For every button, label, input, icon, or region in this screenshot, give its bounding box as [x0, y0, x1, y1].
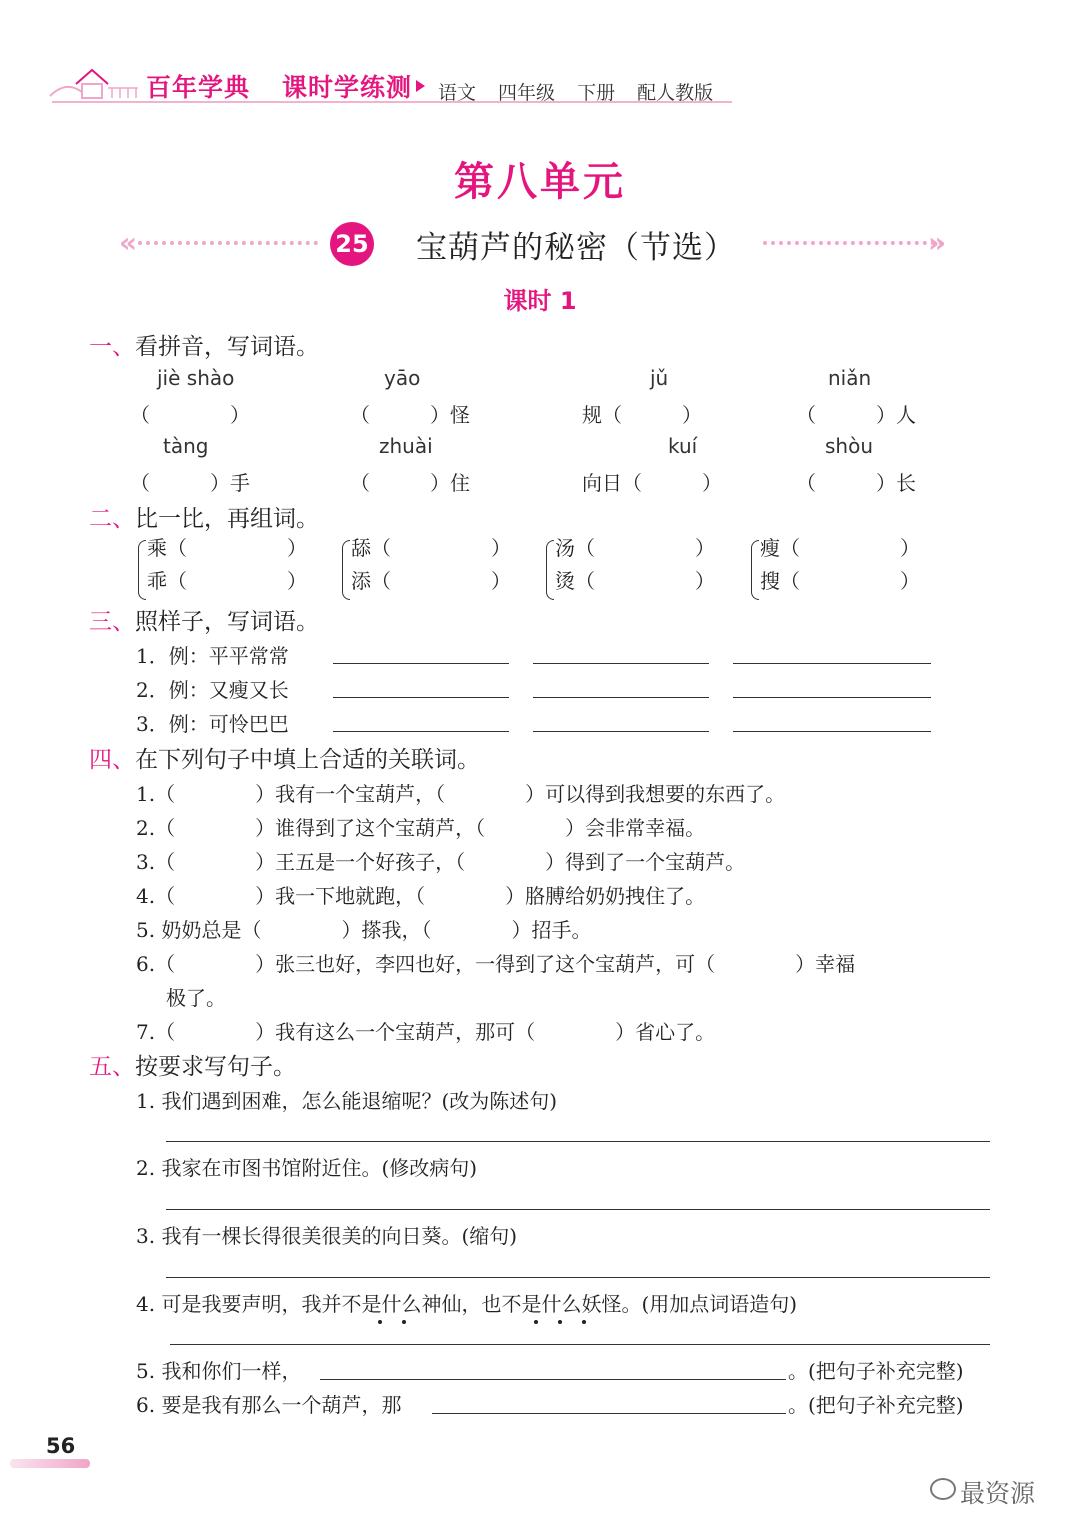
pinyin-tang: tàng	[163, 434, 209, 458]
blank-tang-shou[interactable]: （ ）手	[130, 471, 250, 495]
fill-sentence[interactable]: 1.（ ）我有一个宝葫芦，（ ）可以得到我想要的东西了。	[136, 782, 786, 806]
section-1-number: 一、	[89, 334, 135, 360]
wechat-icon	[930, 1478, 956, 1500]
fill-sentence[interactable]: 7.（ ）我有这么一个宝葫芦，那可（ ）省心了。	[136, 1020, 716, 1044]
answer-line[interactable]	[320, 1379, 786, 1380]
lesson-number-badge: 25	[330, 222, 374, 266]
page-number-bar	[10, 1459, 90, 1468]
answer-line[interactable]	[733, 731, 931, 732]
fill-sentence-cont: 极了。	[166, 986, 226, 1010]
section-5-number: 五、	[89, 1054, 135, 1080]
fill-sentence[interactable]: 6.（ ）张三也好，李四也好，一得到了这个宝葫芦，可（ ）幸福	[136, 952, 856, 976]
section-4-heading	[89, 741, 480, 774]
blank-jieshao[interactable]: （ ）	[130, 403, 250, 427]
compare-item[interactable]: 舔（ ）	[351, 536, 511, 560]
fill-sentence[interactable]: 4.（ ）我一下地就跑，（ ）胳膊给奶奶拽住了。	[136, 884, 706, 908]
section-2-number: 二、	[89, 506, 135, 532]
brace-icon	[138, 540, 146, 600]
house-logo-icon	[46, 62, 142, 104]
section-4-title: 在下列句子中填上合适的关联词。	[135, 747, 480, 773]
section-5-heading	[89, 1048, 296, 1081]
rewrite-question: 3. 我有一棵长得很美很美的向日葵。(缩句)	[136, 1224, 518, 1248]
pinyin-jieshao: jiè shào	[157, 366, 235, 390]
compare-item[interactable]: 汤（ ）	[555, 536, 715, 560]
complete-sentence: 5. 我和你们一样，	[136, 1359, 302, 1383]
compare-item[interactable]: 烫（ ）	[555, 569, 715, 593]
dotted-decoration-left	[138, 241, 318, 245]
answer-line[interactable]	[333, 731, 509, 732]
example-item: 1．例：平平常常	[136, 644, 289, 668]
dotted-decoration-right	[763, 241, 943, 245]
section-3-heading	[89, 603, 319, 636]
answer-line[interactable]	[533, 663, 709, 664]
complete-sentence-tail: 。(把句子补充完整)	[788, 1359, 964, 1383]
lesson-period: 课时 1	[503, 287, 577, 315]
unit-title: 第八单元	[454, 159, 626, 205]
compare-item[interactable]: 瘦（ ）	[760, 536, 920, 560]
answer-line[interactable]	[166, 1209, 990, 1210]
answer-line[interactable]	[333, 663, 509, 664]
pinyin-zhuai: zhuài	[379, 434, 433, 458]
answer-line[interactable]	[432, 1413, 786, 1414]
answer-line[interactable]	[170, 1344, 990, 1345]
answer-line[interactable]	[166, 1141, 990, 1142]
section-3-title: 照样子，写词语。	[135, 609, 319, 635]
section-2-title: 比一比，再组词。	[135, 506, 319, 532]
watermark: 最资源	[960, 1479, 1036, 1508]
rewrite-question: 2. 我家在市图书馆附近住。(修改病句)	[136, 1156, 478, 1180]
header-brand: 百年学典	[146, 73, 251, 102]
blank-zhuai-zhu[interactable]: （ ）住	[350, 471, 470, 495]
pinyin-shou: shòu	[825, 434, 874, 458]
pinyin-ju: jǔ	[650, 366, 669, 390]
answer-line[interactable]	[166, 1277, 990, 1278]
page-number: 56	[46, 1434, 76, 1458]
chevron-left-icon: «	[119, 226, 138, 259]
pinyin-nian: niǎn	[828, 366, 872, 390]
compare-item[interactable]: 乖（ ）	[147, 569, 307, 593]
blank-shou-chang[interactable]: （ ）长	[796, 471, 916, 495]
compare-item[interactable]: 乘（ ）	[147, 536, 307, 560]
rewrite-question: 1. 我们遇到困难，怎么能退缩呢？(改为陈述句)	[136, 1089, 558, 1113]
lesson-title: 宝葫芦的秘密（节选）	[416, 230, 736, 266]
header-series: 课时学练测	[282, 73, 413, 102]
pinyin-yao: yāo	[384, 366, 421, 390]
header-info: 语文 四年级 下册 配人教版	[438, 82, 714, 104]
fill-sentence[interactable]: 2.（ ）谁得到了这个宝葫芦，（ ）会非常幸福。	[136, 816, 706, 840]
fill-sentence[interactable]: 5. 奶奶总是（ ）搽我，（ ）招手。	[136, 918, 592, 942]
answer-line[interactable]	[533, 697, 709, 698]
section-1-heading	[89, 328, 319, 361]
example-item: 2．例：又瘦又长	[136, 678, 289, 702]
compare-item[interactable]: 搜（ ）	[760, 569, 920, 593]
answer-line[interactable]	[333, 697, 509, 698]
emphasis-dots	[376, 1311, 606, 1319]
brace-icon	[546, 540, 554, 600]
brace-icon	[342, 540, 350, 600]
compare-item[interactable]: 添（ ）	[351, 569, 511, 593]
brace-icon	[751, 540, 759, 600]
blank-yao-guai[interactable]: （ ）怪	[350, 403, 470, 427]
pinyin-kui: kuí	[668, 434, 698, 458]
header-arrow-icon	[416, 80, 425, 92]
complete-sentence: 6. 要是我有那么一个葫芦，那	[136, 1393, 402, 1417]
blank-gui-ju[interactable]: 规（ ）	[582, 403, 702, 427]
blank-nian-ren[interactable]: （ ）人	[796, 403, 916, 427]
section-2-heading	[89, 500, 319, 533]
complete-sentence-tail: 。(把句子补充完整)	[788, 1393, 964, 1417]
blank-xiangri-kui[interactable]: 向日（ ）	[582, 471, 722, 495]
answer-line[interactable]	[733, 663, 931, 664]
section-4-number: 四、	[89, 747, 135, 773]
answer-line[interactable]	[733, 697, 931, 698]
fill-sentence[interactable]: 3.（ ）王五是一个好孩子，（ ）得到了一个宝葫芦。	[136, 850, 746, 874]
rewrite-question: 4. 可是我要声明，我并不是什么神仙，也不是什么妖怪。(用加点词语造句)	[136, 1292, 798, 1316]
section-3-number: 三、	[89, 609, 135, 635]
section-1-title: 看拼音，写词语。	[135, 334, 319, 360]
section-5-title: 按要求写句子。	[135, 1054, 296, 1080]
chevron-right-icon: »	[928, 226, 947, 259]
example-item: 3．例：可怜巴巴	[136, 712, 289, 736]
answer-line[interactable]	[533, 731, 709, 732]
